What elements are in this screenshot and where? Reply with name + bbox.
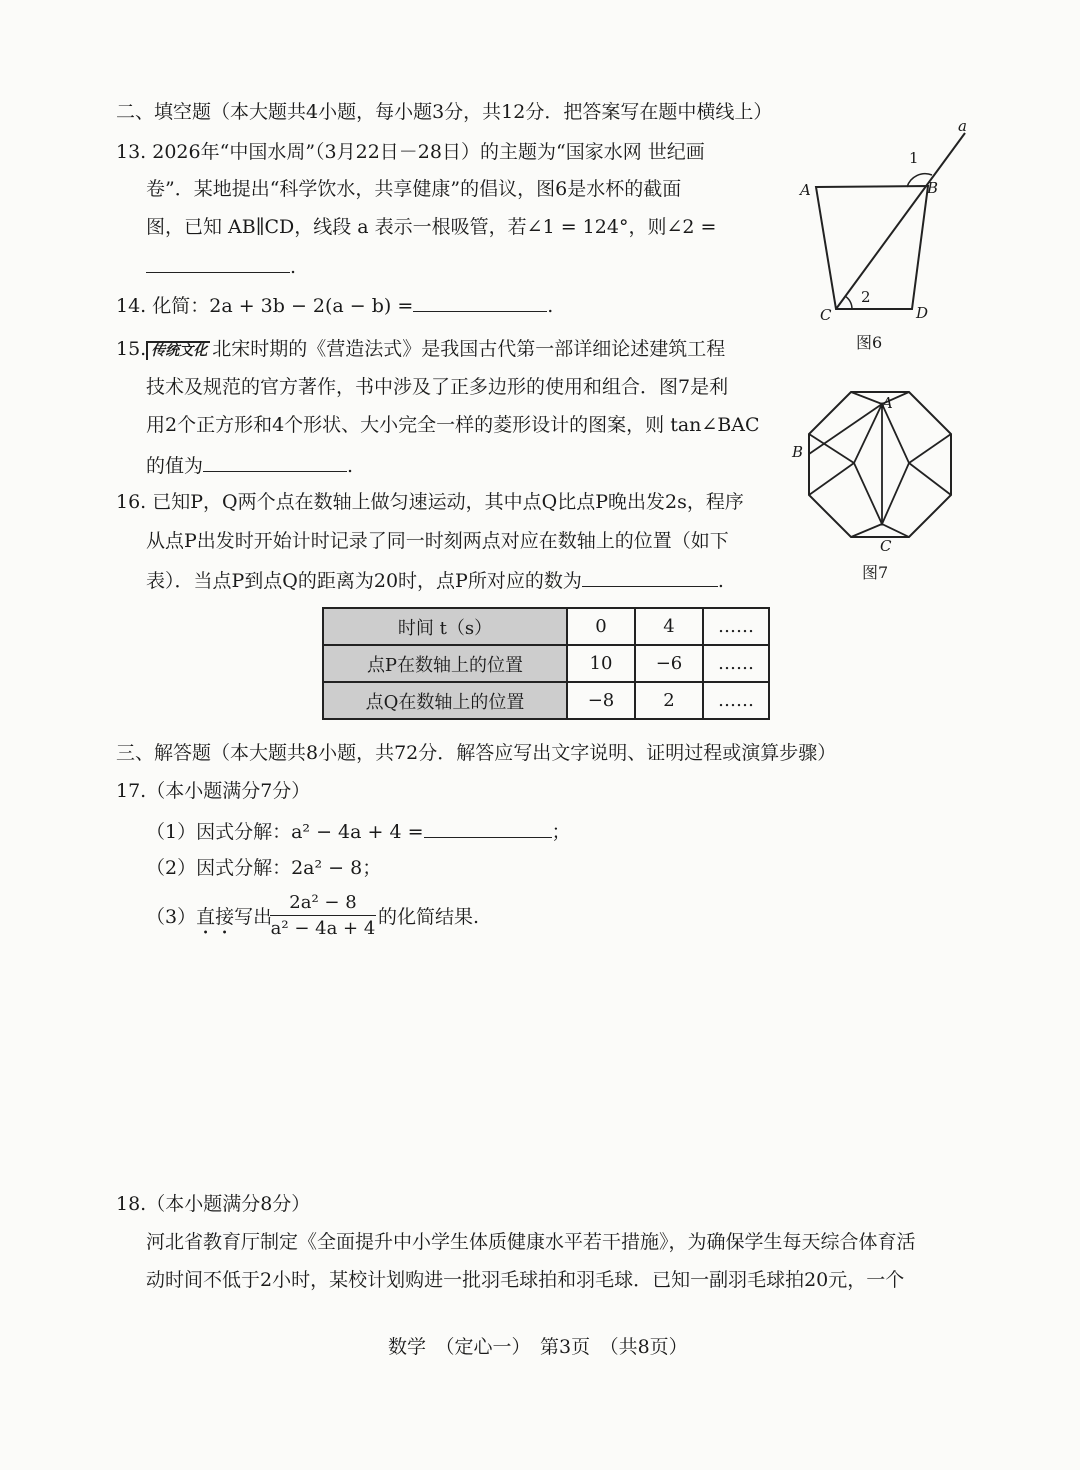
octagon-outline — [809, 392, 951, 537]
q17-answer-blank[interactable] — [424, 817, 552, 838]
figure-7-octagon-diagram — [790, 380, 970, 560]
label-B: B — [792, 443, 804, 461]
table-cell: …… — [703, 645, 769, 682]
label-a: a — [958, 117, 967, 135]
q16-line1: 16. 已知P，Q两个点在数轴上做匀速运动，其中点Q比点P晚出发2s，程序 — [116, 491, 744, 513]
q13-line1: 13. 2026年“中国水周”（3月22日－28日）的主题为“国家水网 世纪画 — [116, 141, 705, 163]
q16-line3: 表）．当点P到点Q的距离为20时，点P所对应的数为 . — [146, 566, 724, 594]
table-header-cell: 点P在数轴上的位置 — [323, 645, 567, 682]
figure-6-cup-diagram — [790, 115, 980, 330]
fraction-bar — [270, 915, 376, 916]
q15-line1: 15. 传统文化 北宋时期的《营造法式》是我国古代第一部详细论述建筑工程 — [116, 338, 726, 360]
q16-position-table — [322, 607, 770, 720]
q17-title: 17.（本小题满分7分） — [116, 780, 311, 802]
table-row — [323, 645, 769, 682]
q15-answer-blank[interactable] — [203, 451, 347, 472]
label-angle-2: 2 — [861, 288, 871, 306]
culture-badge: 传统文化 — [146, 341, 210, 360]
section-heading-solutions: 三、解答题（本大题共8小题，共72分．解答应写出文字说明、证明过程或演算步骤） — [116, 742, 837, 764]
table-header-cell: 点Q在数轴上的位置 — [323, 682, 567, 719]
fraction-numerator: 2a² − 8 — [289, 892, 357, 913]
table-cell: 2 — [635, 682, 703, 719]
q17-part3: （3）直接写出 — [146, 906, 273, 928]
q15-line4: 的值为 . — [146, 451, 353, 479]
q18-line1: 河北省教育厅制定《全面提升中小学生体质健康水平若干措施》，为确保学生每天综合体育活 — [146, 1231, 916, 1253]
table-cell: 0 — [567, 608, 635, 645]
table-cell: …… — [703, 682, 769, 719]
label-D: D — [916, 304, 929, 322]
table-cell: −6 — [635, 645, 703, 682]
q16-line2: 从点P出发时开始计时记录了同一时刻两点对应在数轴上的位置（如下 — [146, 530, 729, 552]
q15-line3: 用2个正方形和4个形状、大小完全一样的菱形设计的图案，则 tan∠BAC — [146, 414, 760, 436]
table-cell: 10 — [567, 645, 635, 682]
q13-line4: . — [146, 252, 296, 280]
label-A: A — [800, 181, 811, 199]
cup-outline — [816, 186, 928, 309]
q18-line2: 动时间不低于2小时，某校计划购进一批羽毛球拍和羽毛球．已知一副羽毛球拍20元，一个 — [146, 1269, 905, 1291]
label-B: B — [927, 179, 939, 197]
table-cell: 4 — [635, 608, 703, 645]
q17-part1: （1）因式分解：a² − 4a + 4 = ； — [146, 817, 571, 845]
figure-6-caption: 图6 — [856, 333, 883, 352]
page-footer: 数学 （定心一） 第3页 （共8页） — [388, 1336, 688, 1358]
figure-7-caption: 图7 — [862, 563, 889, 582]
q14-answer-blank[interactable] — [413, 291, 547, 312]
label-angle-1: 1 — [909, 149, 919, 167]
q18-title: 18.（本小题满分8分） — [116, 1193, 311, 1215]
q13-line2: 卷”．某地提出“科学饮水，共享健康”的倡议，图6是水杯的截面 — [146, 178, 682, 200]
label-C: C — [880, 537, 892, 555]
table-cell: −8 — [567, 682, 635, 719]
table-row — [323, 682, 769, 719]
q13-answer-blank[interactable] — [146, 252, 290, 273]
q15-line2: 技术及规范的官方著作，书中涉及了正多边形的使用和组合．图7是利 — [146, 376, 729, 398]
q16-answer-blank[interactable] — [582, 566, 718, 587]
table-header-cell: 时间 t（s） — [323, 608, 567, 645]
fraction-denominator: a² − 4a + 4 — [270, 918, 376, 939]
q14-line: 14. 化简：2a + 3b − 2(a − b) = . — [116, 291, 553, 319]
q17-fraction — [270, 892, 376, 939]
table-cell: …… — [703, 608, 769, 645]
label-A: A — [882, 394, 893, 412]
straw-line — [836, 133, 965, 309]
label-C: C — [820, 306, 832, 324]
table-row — [323, 608, 769, 645]
section-heading-fill-in: 二、填空题（本大题共4小题，每小题3分，共12分．把答案写在题中横线上） — [116, 101, 773, 123]
q17-part3-end: 的化简结果. — [378, 906, 480, 928]
angle-2-arc — [845, 296, 852, 309]
q13-line3: 图，已知 AB∥CD，线段 a 表示一根吸管，若∠1 = 124°，则∠2 = — [146, 216, 717, 238]
q17-part2: （2）因式分解：2a² − 8； — [146, 857, 382, 879]
